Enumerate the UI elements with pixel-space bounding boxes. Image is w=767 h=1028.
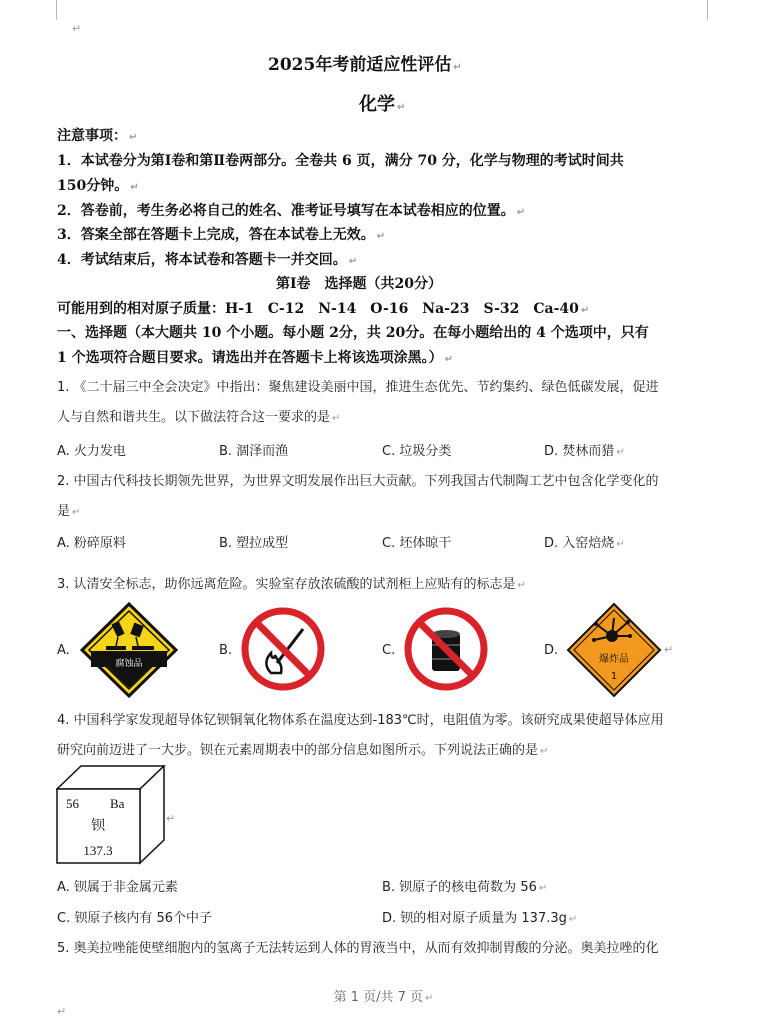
paragraph-mark: ↵: [57, 1005, 67, 1018]
q4-line-2: 研究向前迈进了一大步。钡在元素周期表中的部分信息如图所示。下列说法正确的是 ↵: [57, 743, 549, 758]
paragraph-mark: ↵: [664, 643, 674, 656]
explosive-sign-label: 爆炸品: [599, 654, 629, 665]
notes-item-1-cont: 150分钟。 ↵: [57, 178, 139, 194]
q3-line: 3. 认清安全标志，助你远离危险。实验室存放浓硫酸的试剂柜上应贴有的标志是 ↵: [57, 577, 526, 592]
element-atomic-number: 56: [66, 796, 79, 811]
notes-heading: 注意事项： ↵: [57, 128, 138, 144]
q1-option-d: D. 焚林而猎 ↵: [544, 444, 625, 459]
atomic-masses: 可能用到的相对原子质量：H-1 C-12 N-14 O-16 Na-23 S-32 Ca-40 ↵: [57, 301, 590, 317]
corrosive-sign-label: 腐蚀品: [115, 659, 143, 669]
q2-line-2: 是 ↵: [57, 504, 81, 519]
paragraph-mark: ↵: [72, 22, 82, 35]
page-footer: 第 1 页/共 7 页 ↵: [333, 990, 434, 1005]
section-title: 第Ⅰ卷 选择题（共20分）: [276, 276, 443, 292]
margin-mark-left: [56, 0, 57, 20]
q1-line-1: 1. 《二十届三中全会决定》中指出：聚焦建设美丽中国，推进生态优先、节约集约、绿色低碳发展，促进: [57, 380, 659, 395]
q4-option-a: A. 钡属于非金属元素: [57, 880, 178, 895]
q1-option-a: A. 火力发电: [57, 444, 126, 459]
element-symbol: Ba: [110, 796, 125, 811]
q4-option-b: B. 钡原子的核电荷数为 56 ↵: [382, 880, 548, 895]
q4-option-d: D. 钡的相对原子质量为 137.3g ↵: [382, 911, 578, 926]
q5-line: 5. 奥美拉唑能使壁细胞内的氢离子无法转运到人体的胃液当中，从而有效抑制胃酸的分泌。奥美拉唑的化: [57, 941, 659, 956]
q2-option-d: D. 入窑焙烧 ↵: [544, 536, 625, 551]
q4-line-1: 4. 中国科学家发现超导体钇钡铜氧化物体系在温度达到-183℃时，电阻值为零。该研究成果使超导体应用: [57, 713, 664, 728]
explosive-sign-number: 1: [610, 671, 618, 682]
q3-option-a: A.: [57, 643, 70, 658]
explosive-sign-icon: [566, 602, 662, 698]
q2-option-b: B. 塑拉成型: [219, 536, 289, 551]
q2-option-a: A. 粉碎原料: [57, 536, 126, 551]
corrosive-sign-icon: [80, 602, 178, 698]
q3-option-d: D.: [544, 643, 559, 658]
notes-item-2: 2．答卷前，考生务必将自己的姓名、准考证号填写在本试卷相应的位置。 ↵: [57, 203, 526, 219]
section-instructions-2: 1 个选项符合题目要求。请选出并在答题卡上将该选项涂黑。） ↵: [57, 350, 454, 366]
notes-item-4: 4．考试结束后，将本试卷和答题卡一并交回。 ↵: [57, 252, 358, 268]
notes-item-3: 3．答案全部在答题卡上完成，答在本试卷上无效。 ↵: [57, 227, 386, 243]
exam-title: 2025年考前适应性评估 ↵: [268, 55, 462, 75]
margin-mark-right: [707, 0, 708, 20]
q2-line-1: 2. 中国古代科技长期领先世界，为世界文明发展作出巨大贡献。下列我国古代制陶工艺中包含化学变化的: [57, 474, 659, 489]
no-fire-sign-icon: [241, 607, 325, 691]
q1-option-b: B. 涸泽而渔: [219, 444, 289, 459]
q2-option-c: C. 坯体晾干: [382, 536, 452, 551]
subject-title: 化学 ↵: [359, 94, 406, 115]
no-barrel-sign-icon: [404, 607, 488, 691]
notes-item-1: 1．本试卷分为第Ⅰ卷和第Ⅱ卷两部分。全卷共 6 页，满分 70 分，化学与物理的考试时间共: [57, 153, 624, 169]
paragraph-mark: ↵: [166, 812, 176, 825]
q3-option-b: B.: [219, 643, 233, 658]
q4-option-c: C. 钡原子核内有 56个中子: [57, 911, 213, 926]
element-cell-diagram: [56, 765, 166, 865]
element-mass: 137.3: [83, 843, 113, 858]
q1-line-2: 人与自然和谐共生。以下做法符合这一要求的是 ↵: [57, 410, 341, 425]
q3-option-c: C.: [382, 643, 396, 658]
section-instructions-1: 一、选择题（本大题共 10 个小题。每小题 2分，共 20分。在每小题给出的 4 个选项中，只有: [57, 325, 649, 341]
element-name: 钡: [91, 818, 105, 834]
q1-option-c: C. 垃圾分类: [382, 444, 452, 459]
